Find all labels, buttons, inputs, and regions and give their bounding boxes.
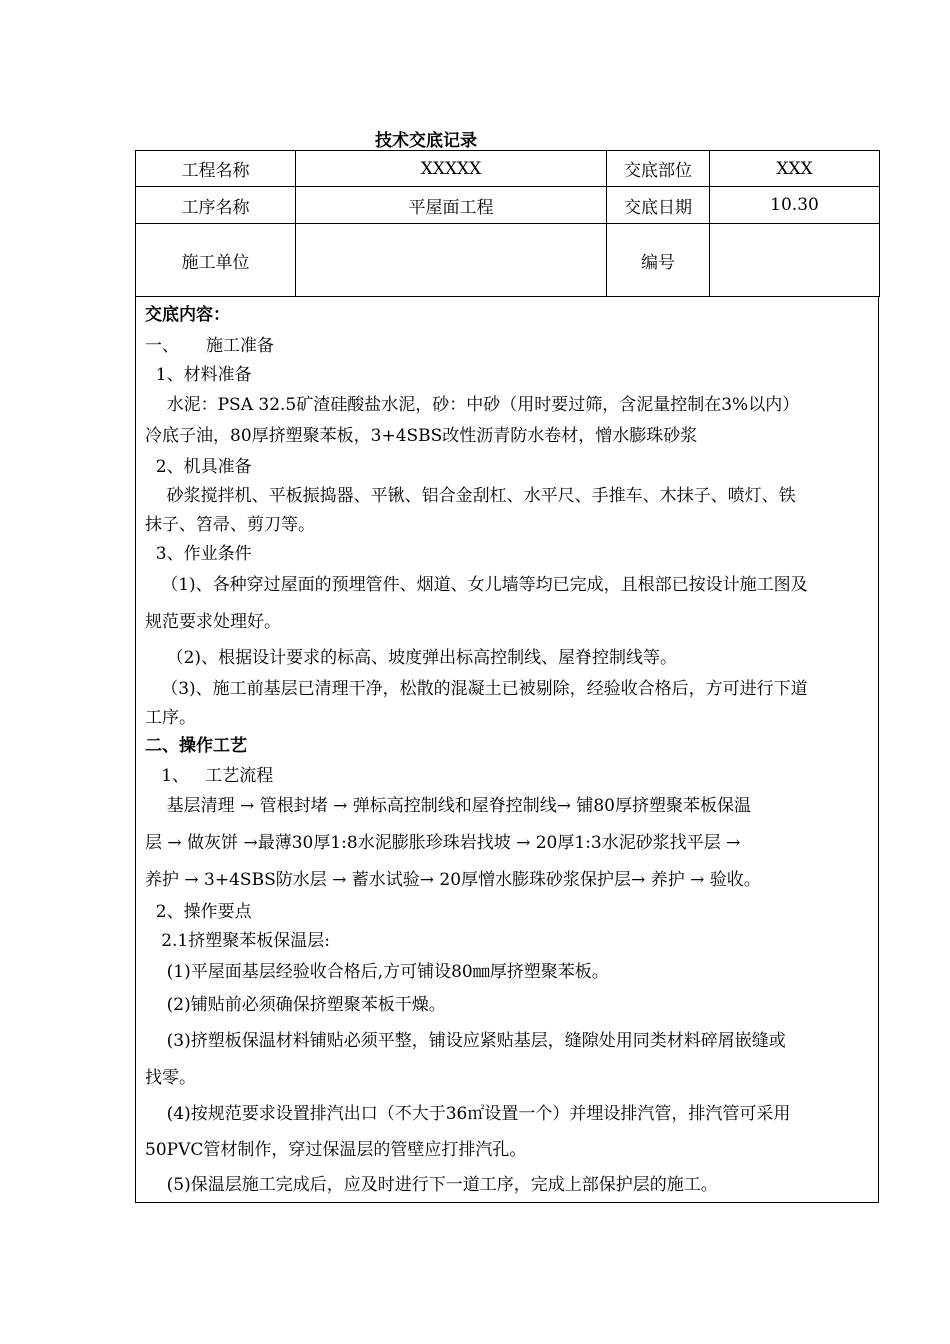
content-line: (3)挤塑板保温材料铺贴必须平整，铺设应紧贴基层，缝隙处用同类材料碎屑嵌缝或 — [145, 1031, 786, 1051]
content-line: 养护 → 3+4SBS防水层 → 蓄水试验→ 20厚憎水膨珠砂浆保护层→ 养护 → 验收。 — [145, 870, 761, 890]
content-line: (1)平屋面基层经验收合格后,方可铺设80㎜厚挤塑聚苯板。 — [145, 962, 609, 982]
disclosure-date-value: 10.30 — [710, 187, 880, 224]
content-line: （2)、根据设计要求的标高、坡度弹出标高控制线、屋脊控制线等。 — [145, 648, 678, 668]
process-name-value: 平屋面工程 — [296, 187, 607, 224]
disclosure-date-label: 交底日期 — [607, 187, 710, 224]
content-heading: 交底内容： — [145, 305, 230, 325]
content-line: 2.1挤塑聚苯板保温层: — [145, 931, 330, 951]
content-line: 1、材料准备 — [145, 365, 252, 385]
content-line: 冷底子油，80厚挤塑聚苯板，3+4SBS改性沥青防水卷材，憎水膨珠砂浆 — [145, 426, 698, 446]
construction-unit-label: 施工单位 — [136, 224, 296, 297]
content-line: (4)按规范要求设置排汽出口（不大于36㎡设置一个）并埋设排汽管，排汽管可采用 — [145, 1104, 791, 1124]
content-line: (5)保温层施工完成后，应及时进行下一道工序，完成上部保护层的施工。 — [145, 1175, 718, 1195]
content-line: 抹子、笤帚、剪刀等。 — [145, 515, 315, 535]
content-line: 找零。 — [145, 1068, 196, 1088]
disclosure-part-value: XXX — [710, 151, 880, 187]
disclosure-part-label: 交底部位 — [607, 151, 710, 187]
content-line: 3、作业条件 — [145, 544, 252, 564]
content-line: 50PVC管材制作，穿过保温层的管壁应打排汽孔。 — [145, 1140, 527, 1160]
content-line: 基层清理 → 管根封堵 → 弹标高控制线和屋脊控制线→ 铺80厚挤塑聚苯板保温 — [145, 796, 751, 816]
construction-unit-value — [296, 224, 607, 297]
content-line: （1)、各种穿过屋面的预埋管件、烟道、女儿墙等均已完成，且根部已按设计施工图及 — [145, 575, 808, 595]
process-name-label: 工序名称 — [136, 187, 296, 224]
content-line: 规范要求处理好。 — [145, 612, 281, 632]
disclosure-content — [135, 297, 879, 1203]
content-line: 砂浆搅拌机、平板振捣器、平锹、铝合金刮杠、水平尺、手推车、木抹子、喷灯、铁 — [145, 486, 796, 506]
content-line: 2、机具准备 — [145, 457, 252, 477]
content-line: 二、操作工艺 — [145, 736, 247, 756]
document-title: 技术交底记录 — [375, 131, 477, 151]
content-line: 水泥：PSA 32.5矿渣硅酸盐水泥，砂：中砂（用时要过筛，含泥量控制在3%以内） — [145, 395, 800, 415]
content-line: 工序。 — [145, 708, 196, 728]
number-value — [710, 224, 880, 297]
header-table — [135, 150, 880, 297]
content-line: 层 → 做灰饼 →最薄30厚1:8水泥膨胀珍珠岩找坡 → 20厚1:3水泥砂浆找平层 → — [145, 833, 741, 853]
content-line: 2、操作要点 — [145, 902, 252, 922]
content-line: （3)、施工前基层已清理干净，松散的混凝土已被剔除，经验收合格后，方可进行下道 — [145, 679, 808, 699]
content-line: 一、 施工准备 — [145, 336, 275, 356]
content-line: (2)铺贴前必须确保挤塑聚苯板干燥。 — [145, 995, 446, 1015]
content-line: 1、 工艺流程 — [145, 766, 274, 786]
number-label: 编号 — [607, 224, 710, 297]
project-name-label: 工程名称 — [136, 151, 296, 187]
project-name-value: XXXXX — [296, 151, 607, 187]
